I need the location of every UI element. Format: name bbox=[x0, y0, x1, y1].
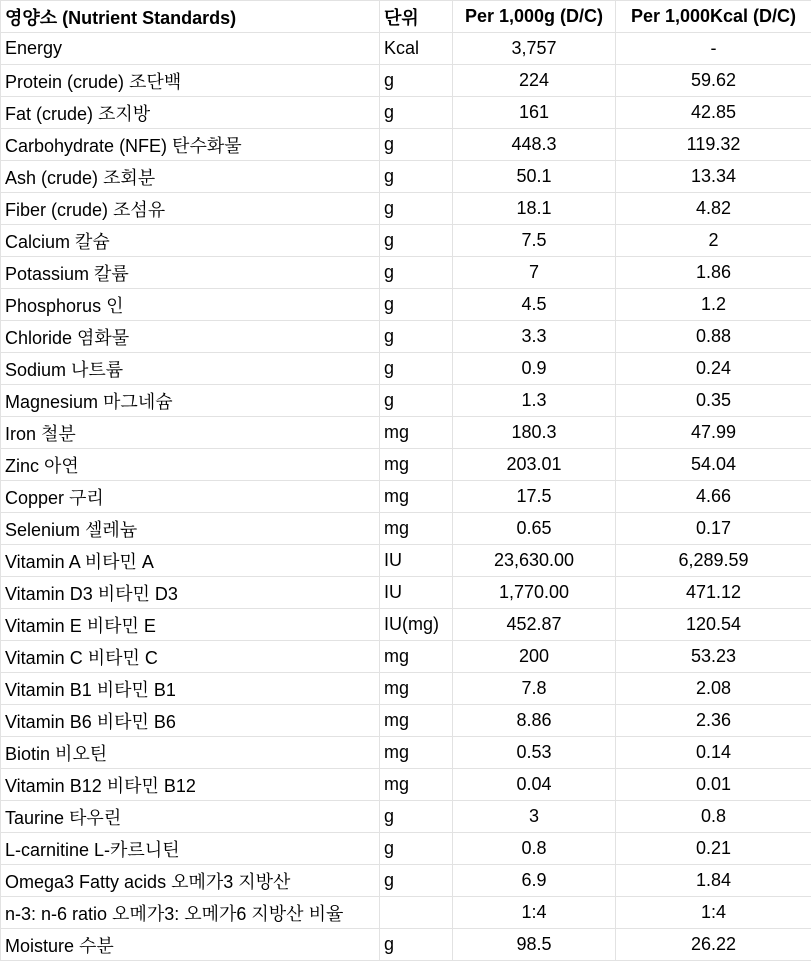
nutrient-cell: Moisture 수분 bbox=[1, 929, 380, 961]
nutrient-cell: Sodium 나트륨 bbox=[1, 353, 380, 385]
table-row bbox=[1, 33, 811, 65]
table-row bbox=[1, 513, 811, 545]
per-1000kcal-cell: 1.2 bbox=[616, 289, 811, 321]
header-unit: 단위 bbox=[380, 1, 453, 33]
per-1000g-cell: 0.65 bbox=[453, 513, 616, 545]
per-1000g-cell: 4.5 bbox=[453, 289, 616, 321]
per-1000g-cell: 3,757 bbox=[453, 33, 616, 65]
per-1000g-cell: 17.5 bbox=[453, 481, 616, 513]
header-per-1000kcal: Per 1,000Kcal (D/C) bbox=[616, 1, 811, 33]
unit-cell: g bbox=[380, 289, 453, 321]
nutrient-cell: Phosphorus 인 bbox=[1, 289, 380, 321]
per-1000g-cell: 0.53 bbox=[453, 737, 616, 769]
per-1000g-cell: 200 bbox=[453, 641, 616, 673]
table-row bbox=[1, 673, 811, 705]
table-row bbox=[1, 577, 811, 609]
unit-cell: g bbox=[380, 929, 453, 961]
table-row bbox=[1, 481, 811, 513]
table-row bbox=[1, 385, 811, 417]
per-1000kcal-cell: 120.54 bbox=[616, 609, 811, 641]
nutrient-cell: Taurine 타우린 bbox=[1, 801, 380, 833]
table-row bbox=[1, 417, 811, 449]
per-1000kcal-cell: 0.24 bbox=[616, 353, 811, 385]
table-row bbox=[1, 289, 811, 321]
per-1000kcal-cell: 471.12 bbox=[616, 577, 811, 609]
unit-cell: g bbox=[380, 353, 453, 385]
table-row bbox=[1, 865, 811, 897]
per-1000g-cell: 224 bbox=[453, 65, 616, 97]
nutrient-cell: Vitamin B12 비타민 B12 bbox=[1, 769, 380, 801]
per-1000kcal-cell: 4.66 bbox=[616, 481, 811, 513]
nutrient-cell: Fat (crude) 조지방 bbox=[1, 97, 380, 129]
table-row bbox=[1, 129, 811, 161]
nutrient-cell: Vitamin B1 비타민 B1 bbox=[1, 673, 380, 705]
table-row bbox=[1, 97, 811, 129]
header-per-1000g: Per 1,000g (D/C) bbox=[453, 1, 616, 33]
unit-cell: mg bbox=[380, 673, 453, 705]
unit-cell: g bbox=[380, 161, 453, 193]
header-row bbox=[1, 1, 811, 33]
unit-cell: g bbox=[380, 193, 453, 225]
table-row bbox=[1, 65, 811, 97]
per-1000kcal-cell: 13.34 bbox=[616, 161, 811, 193]
per-1000kcal-cell: 0.17 bbox=[616, 513, 811, 545]
header-nutrient: 영양소 (Nutrient Standards) bbox=[1, 1, 380, 33]
per-1000kcal-cell: 54.04 bbox=[616, 449, 811, 481]
per-1000g-cell: 3.3 bbox=[453, 321, 616, 353]
per-1000kcal-cell: 1:4 bbox=[616, 897, 811, 929]
per-1000kcal-cell: 59.62 bbox=[616, 65, 811, 97]
per-1000g-cell: 7 bbox=[453, 257, 616, 289]
unit-cell: g bbox=[380, 97, 453, 129]
per-1000g-cell: 0.8 bbox=[453, 833, 616, 865]
table-row bbox=[1, 737, 811, 769]
nutrient-cell: Energy bbox=[1, 33, 380, 65]
nutrient-cell: Biotin 비오틴 bbox=[1, 737, 380, 769]
per-1000g-cell: 1.3 bbox=[453, 385, 616, 417]
table-row bbox=[1, 321, 811, 353]
table-row bbox=[1, 641, 811, 673]
per-1000g-cell: 7.8 bbox=[453, 673, 616, 705]
per-1000kcal-cell: 53.23 bbox=[616, 641, 811, 673]
table-row bbox=[1, 449, 811, 481]
per-1000g-cell: 0.9 bbox=[453, 353, 616, 385]
nutrient-cell: Chloride 염화물 bbox=[1, 321, 380, 353]
per-1000kcal-cell: 6,289.59 bbox=[616, 545, 811, 577]
unit-cell: mg bbox=[380, 641, 453, 673]
unit-cell: g bbox=[380, 801, 453, 833]
per-1000g-cell: 180.3 bbox=[453, 417, 616, 449]
nutrient-cell: Vitamin A 비타민 A bbox=[1, 545, 380, 577]
per-1000kcal-cell: 2.08 bbox=[616, 673, 811, 705]
unit-cell: g bbox=[380, 865, 453, 897]
per-1000kcal-cell: - bbox=[616, 33, 811, 65]
nutrient-cell: L-carnitine L-카르니틴 bbox=[1, 833, 380, 865]
unit-cell: g bbox=[380, 129, 453, 161]
per-1000kcal-cell: 4.82 bbox=[616, 193, 811, 225]
per-1000kcal-cell: 0.35 bbox=[616, 385, 811, 417]
table-row bbox=[1, 897, 811, 929]
table-row bbox=[1, 161, 811, 193]
unit-cell: IU(mg) bbox=[380, 609, 453, 641]
per-1000g-cell: 7.5 bbox=[453, 225, 616, 257]
table-row bbox=[1, 769, 811, 801]
per-1000kcal-cell: 0.88 bbox=[616, 321, 811, 353]
per-1000kcal-cell: 0.14 bbox=[616, 737, 811, 769]
per-1000g-cell: 0.04 bbox=[453, 769, 616, 801]
nutrient-cell: Fiber (crude) 조섬유 bbox=[1, 193, 380, 225]
nutrient-cell: Calcium 칼슘 bbox=[1, 225, 380, 257]
unit-cell: mg bbox=[380, 769, 453, 801]
nutrient-cell: Vitamin D3 비타민 D3 bbox=[1, 577, 380, 609]
per-1000g-cell: 6.9 bbox=[453, 865, 616, 897]
per-1000kcal-cell: 42.85 bbox=[616, 97, 811, 129]
nutrient-cell: Potassium 칼륨 bbox=[1, 257, 380, 289]
unit-cell: g bbox=[380, 321, 453, 353]
table-row bbox=[1, 609, 811, 641]
nutrient-cell: Iron 철분 bbox=[1, 417, 380, 449]
unit-cell: mg bbox=[380, 737, 453, 769]
per-1000kcal-cell: 0.21 bbox=[616, 833, 811, 865]
per-1000g-cell: 50.1 bbox=[453, 161, 616, 193]
nutrient-cell: Omega3 Fatty acids 오메가3 지방산 bbox=[1, 865, 380, 897]
unit-cell: g bbox=[380, 225, 453, 257]
nutrient-cell: Vitamin B6 비타민 B6 bbox=[1, 705, 380, 737]
table-row bbox=[1, 193, 811, 225]
unit-cell: mg bbox=[380, 481, 453, 513]
per-1000kcal-cell: 119.32 bbox=[616, 129, 811, 161]
table-row bbox=[1, 929, 811, 961]
nutrient-cell: Carbohydrate (NFE) 탄수화물 bbox=[1, 129, 380, 161]
nutrient-cell: Magnesium 마그네슘 bbox=[1, 385, 380, 417]
unit-cell: g bbox=[380, 65, 453, 97]
nutrient-cell: n-3: n-6 ratio 오메가3: 오메가6 지방산 비율 bbox=[1, 897, 380, 929]
per-1000g-cell: 3 bbox=[453, 801, 616, 833]
unit-cell: g bbox=[380, 257, 453, 289]
per-1000kcal-cell: 0.01 bbox=[616, 769, 811, 801]
per-1000g-cell: 18.1 bbox=[453, 193, 616, 225]
per-1000g-cell: 23,630.00 bbox=[453, 545, 616, 577]
per-1000kcal-cell: 2 bbox=[616, 225, 811, 257]
table-row bbox=[1, 257, 811, 289]
nutrient-cell: Vitamin C 비타민 C bbox=[1, 641, 380, 673]
per-1000kcal-cell: 1.84 bbox=[616, 865, 811, 897]
nutrient-cell: Selenium 셀레늄 bbox=[1, 513, 380, 545]
per-1000g-cell: 203.01 bbox=[453, 449, 616, 481]
per-1000kcal-cell: 2.36 bbox=[616, 705, 811, 737]
unit-cell bbox=[380, 897, 453, 929]
unit-cell: IU bbox=[380, 545, 453, 577]
table-row bbox=[1, 545, 811, 577]
unit-cell: mg bbox=[380, 417, 453, 449]
unit-cell: mg bbox=[380, 449, 453, 481]
nutrient-cell: Copper 구리 bbox=[1, 481, 380, 513]
nutrient-cell: Vitamin E 비타민 E bbox=[1, 609, 380, 641]
table-row bbox=[1, 833, 811, 865]
unit-cell: g bbox=[380, 833, 453, 865]
unit-cell: g bbox=[380, 385, 453, 417]
unit-cell: mg bbox=[380, 513, 453, 545]
per-1000g-cell: 448.3 bbox=[453, 129, 616, 161]
nutrient-cell: Ash (crude) 조회분 bbox=[1, 161, 380, 193]
per-1000g-cell: 161 bbox=[453, 97, 616, 129]
table-row bbox=[1, 225, 811, 257]
table-row bbox=[1, 353, 811, 385]
table-row bbox=[1, 705, 811, 737]
per-1000kcal-cell: 47.99 bbox=[616, 417, 811, 449]
nutrient-cell: Zinc 아연 bbox=[1, 449, 380, 481]
per-1000kcal-cell: 0.8 bbox=[616, 801, 811, 833]
unit-cell: Kcal bbox=[380, 33, 453, 65]
per-1000g-cell: 1,770.00 bbox=[453, 577, 616, 609]
per-1000g-cell: 98.5 bbox=[453, 929, 616, 961]
per-1000kcal-cell: 1.86 bbox=[616, 257, 811, 289]
nutrient-cell: Protein (crude) 조단백 bbox=[1, 65, 380, 97]
per-1000g-cell: 8.86 bbox=[453, 705, 616, 737]
per-1000kcal-cell: 26.22 bbox=[616, 929, 811, 961]
unit-cell: mg bbox=[380, 705, 453, 737]
per-1000g-cell: 452.87 bbox=[453, 609, 616, 641]
per-1000g-cell: 1:4 bbox=[453, 897, 616, 929]
table-row bbox=[1, 801, 811, 833]
unit-cell: IU bbox=[380, 577, 453, 609]
